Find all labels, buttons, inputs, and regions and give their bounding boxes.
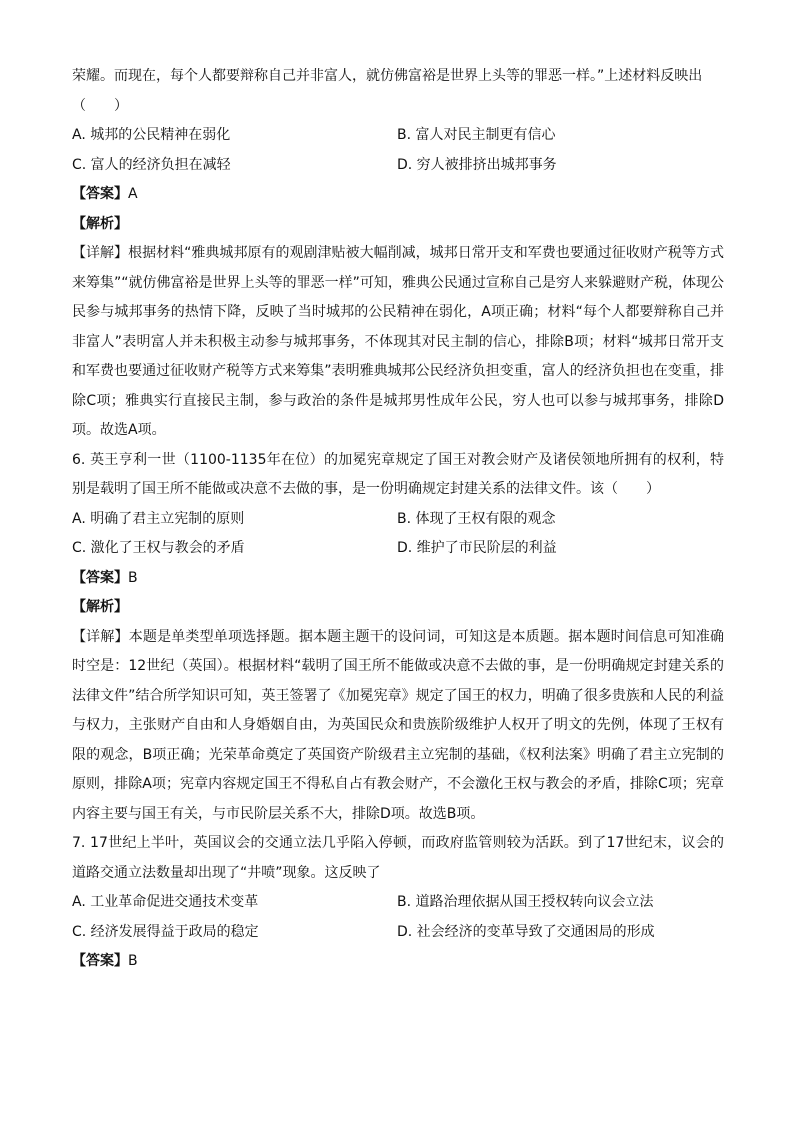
q6-detail: 【详解】本题是单类型单项选择题。据本题主题干的设问词，可知这是本质题。据本题时间信息可知准确时空是：12世纪（英国）。根据材料“载明了国王所不能做或决意不去做的事，是一份明确规定封建关系的法律文件”结合所学知识可知，英王签署了《加冕宪章》规定了国王的权力，明确了很多贵族和人民的利益与权力，主张财产自由和人身婚姻自由，为英国民众和贵族阶级维护人权开了明文的先例，体现了王权有限的观念，B项正确；光荣革命奠定了英国资产阶级君主立宪制的基础，《权利法案》明确了君主立宪制的原则，排除A项；宪章内容规定国王不得私自占有教会财产，不会激化王权与教会的矛盾，排除C项；宪章内容主要与国王有关，与市民阶层关系不大，排除D项。故选B项。 [72,628,724,822]
q7-options-row-2 [72,918,724,948]
q5-options-row-2 [72,151,724,181]
q7-option-d: D. 社会经济的变革导致了交通困局的形成 [397,923,655,940]
q7-answer [72,947,724,977]
q5-option-c: C. 富人的经济负担在减轻 [72,156,231,173]
q7-option-c: C. 经济发展得益于政局的稳定 [72,923,259,940]
q6-answer-tag: 【答案】 [72,569,128,586]
q7-options-row-1 [72,888,724,918]
q6-option-c: C. 激化了王权与教会的矛盾 [72,540,245,556]
q5-stem-line-2: （ ） [72,97,128,114]
q6-option-b: B. 体现了王权有限的观念 [397,510,556,527]
q5-analysis-tag: 【解析】 [72,215,128,232]
q6-options-row-1 [72,505,724,535]
q7-stem: 7. 17世纪上半叶，英国议会的交通立法几乎陷入停顿，而政府监管则较为活跃。到了17世纪末，议会的道路交通立法数量却出现了“井喷”现象。这反映了 [72,835,724,881]
q7-option-b: B. 道路治理依据从国王授权转向议会立法 [397,894,654,910]
q7-answer-tag: 【答案】 [72,953,128,969]
q5-answer-value: A [128,186,138,202]
q5-detail: 【详解】根据材料“雅典城邦原有的观剧津贴被大幅削减，城邦日常开支和军费也要通过征收财产税等方式来筹集”“就仿佛富裕是世界上头等的罪恶一样”可知，雅典公民通过宣称自己是穷人来躲避财产税，体现公民参与城邦事务的热情下降，反映了当时城邦的公民精神在弱化，A项正确；材料“每个人都要辩称自己并非富人”表明富人并未积极主动参与城邦事务，不体现其对民主制的信心，排除B项；材料“城邦日常开支和军费也要通过征收财产税等方式来筹集”表明雅典城邦公民经济负担变重，富人的经济负担也在变重，排除C项；雅典实行直接民主制，参与政治的条件是城邦男性成年公民，穷人也可以参与城邦事务，排除D项。故选A项。 [72,245,724,438]
q5-answer-tag: 【答案】 [72,186,128,202]
q6-analysis-tag: 【解析】 [72,599,128,615]
q7-option-a: A. 工业革命促进交通技术变革 [72,894,259,910]
q7-answer-value: B [128,953,138,969]
q6-stem: 6. 英王亨利一世（1100-1135年在位）的加冕宪章规定了国王对教会财产及诸侯领地所拥有的权利，特别是载明了国王所不能做或决意不去做的事，是一份明确规定封建关系的法律文件。该（ ） [72,451,724,497]
q6-option-d: D. 维护了市民阶层的利益 [397,540,557,556]
q5-answer [72,180,724,210]
q5-option-a: A. 城邦的公民精神在弱化 [72,127,231,143]
q5-option-b: B. 富人对民主制更有信心 [397,127,556,143]
q5-analysis-heading [72,210,724,240]
q6-option-a: A. 明确了君主立宪制的原则 [72,510,245,527]
document-page [72,62,724,977]
q6-answer [72,564,724,594]
q6-analysis-heading [72,593,724,623]
q5-options-row-1 [72,121,724,151]
q6-options-row-2 [72,534,724,564]
q5-option-d: D. 穷人被排挤出城邦事务 [397,156,557,173]
q5-stem-line-1: 荣耀。而现在，每个人都要辩称自己并非富人，就仿佛富裕是世界上头等的罪恶一样。”上述材料反映出 [72,68,703,84]
q6-answer-value: B [128,569,138,586]
